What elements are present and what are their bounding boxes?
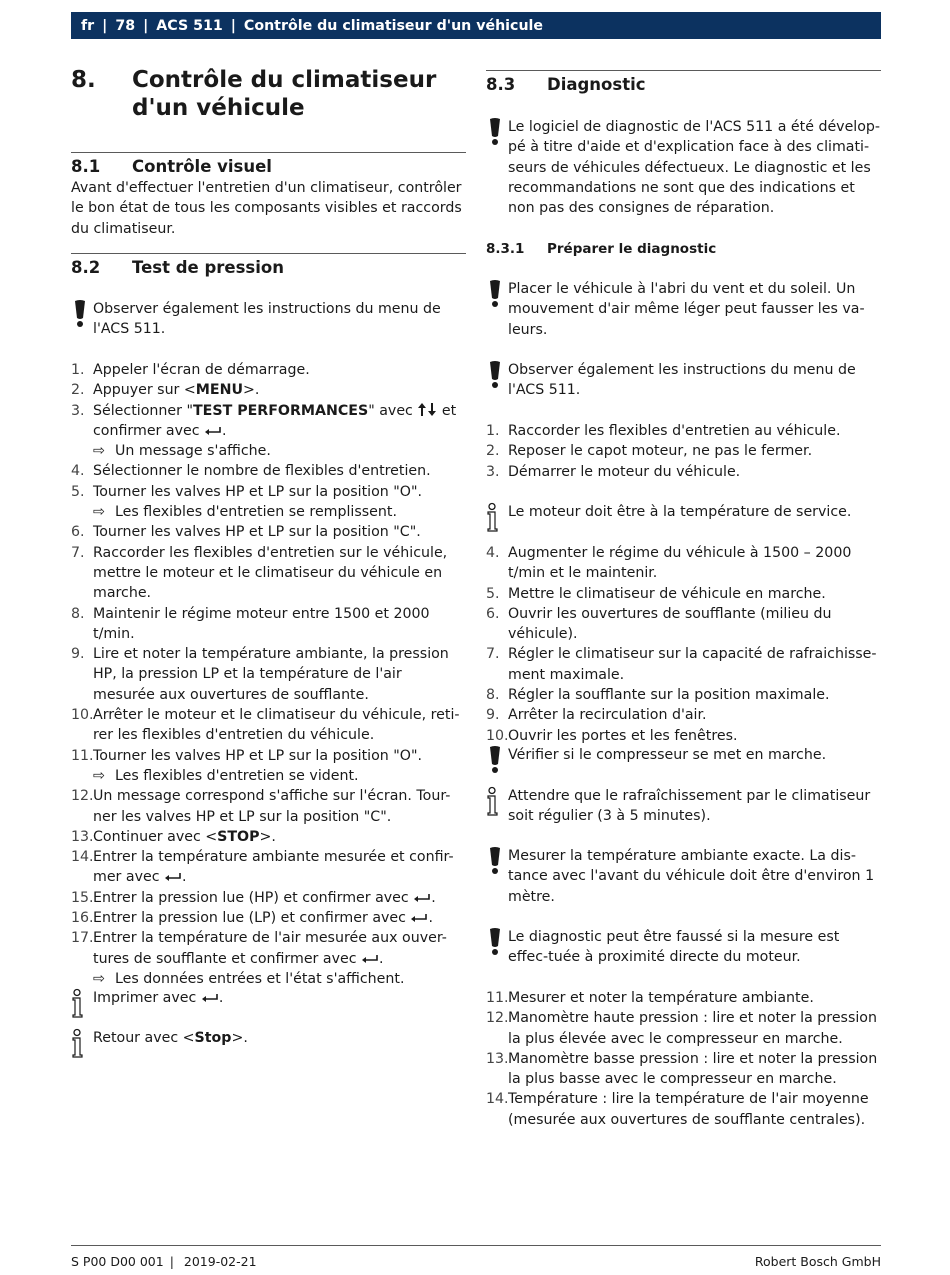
section-8-1-body: Avant d'effectuer l'entretien d'un climatiseur, contrôler le bon état de tous les composants visibles et raccords du climatiseur. <box>71 180 462 237</box>
step-text: Un message correspond s'affiche sur l'écran. Tour-ner les valves HP et LP sur la position "C". <box>93 788 451 825</box>
test-pressure-steps <box>71 360 466 989</box>
list-item <box>71 461 466 481</box>
section-number: 8.1 <box>71 157 101 176</box>
list-item <box>486 604 881 645</box>
section-divider <box>71 152 466 153</box>
step-text-part: . <box>379 950 384 967</box>
step-number: 4. <box>71 463 85 480</box>
warning-exclamation-icon <box>486 117 504 147</box>
step-text: Mesurer et noter la température ambiante. <box>508 990 814 1006</box>
result-arrow-icon: ⇨ <box>93 504 105 521</box>
step-text: Mettre le climatiseur de véhicule en marche. <box>508 585 826 602</box>
step-number: 5. <box>486 585 500 602</box>
list-item <box>71 827 466 847</box>
step-number: 10. <box>71 707 94 724</box>
step-text: Sélectionner le nombre de flexibles d'entretien. <box>93 463 431 480</box>
section-heading-8-3 <box>486 75 881 95</box>
step-number: 14. <box>71 849 94 866</box>
step-text: Entrer la température ambiante mesurée et confir-mer avec <box>93 849 454 886</box>
warning-note <box>486 927 881 968</box>
header-page-number: 78 <box>115 17 136 34</box>
chapter-title-line1: Contrôle du climatiseur <box>132 67 437 93</box>
list-item <box>71 482 466 502</box>
chapter-number: 8. <box>71 67 96 93</box>
list-item <box>71 928 466 969</box>
step-number: 13. <box>71 828 94 845</box>
step-text: Entrer la température de l'air mesurée aux ouver-tures de soufflante et confirmer avec <box>93 930 447 967</box>
info-note <box>71 988 466 1008</box>
section-divider <box>486 70 881 71</box>
subsection-title: Préparer le diagnostic <box>547 241 717 257</box>
list-item <box>486 543 881 584</box>
list-item <box>486 1089 881 1130</box>
section-title: Contrôle visuel <box>132 157 272 176</box>
step-number: 8. <box>486 687 500 704</box>
result-arrow-icon: ⇨ <box>93 970 105 987</box>
info-text-part: >. <box>231 1030 248 1046</box>
section-heading-8-1 <box>71 157 466 177</box>
list-item <box>71 888 466 908</box>
diagnostic-steps-c <box>486 988 881 1130</box>
list-item <box>486 705 881 725</box>
step-number: 17. <box>71 930 94 947</box>
step-number: 5. <box>71 483 85 500</box>
step-result-text: Les données entrées et l'état s'affichent. <box>115 970 405 987</box>
list-item <box>486 441 881 461</box>
footer-date: 2019-02-21 <box>183 1254 257 1269</box>
list-item <box>71 786 466 827</box>
info-text <box>93 1028 466 1048</box>
step-text-part: >. <box>243 382 260 399</box>
step-result <box>71 441 466 461</box>
step-text: Manomètre haute pression : lire et noter la pression la plus élevée avec le compresseur en marche. <box>508 1010 877 1047</box>
chapter-title-text <box>132 66 436 122</box>
step-text: Température : lire la température de l'air moyenne (mesurée aux ouvertures de soufflante centrales). <box>508 1091 869 1128</box>
list-item <box>486 685 881 705</box>
list-item <box>486 988 881 1008</box>
step-number: 3. <box>486 463 500 480</box>
info-icon <box>71 988 89 1018</box>
step-text: Entrer la pression lue (LP) et confirmer avec <box>93 910 411 927</box>
step-number: 16. <box>71 910 94 927</box>
key-label: Stop <box>194 1030 232 1046</box>
step-text-part: " avec <box>368 402 418 419</box>
list-item <box>486 421 881 441</box>
section-title: Diagnostic <box>547 75 646 94</box>
key-label: STOP <box>217 828 260 845</box>
step-number: 1. <box>71 362 85 378</box>
chapter-title <box>71 66 466 122</box>
footer-company: Robert Bosch GmbH <box>754 1254 881 1269</box>
arrow-up-icon <box>417 402 427 417</box>
warning-text: Observer également les instructions du menu de l'ACS 511. <box>508 362 856 399</box>
step-text: Arrêter la recirculation d'air. <box>508 707 707 724</box>
step-number: 2. <box>486 443 500 460</box>
section-heading-8-2 <box>71 258 466 278</box>
step-number: 6. <box>71 524 85 541</box>
step-text: Tourner les valves HP et LP sur la position "O". <box>93 747 423 764</box>
step-number: 11. <box>71 747 94 764</box>
list-item <box>71 847 466 888</box>
step-text-part: Continuer avec < <box>93 828 218 845</box>
step-number: 12. <box>486 1010 509 1027</box>
warning-note <box>486 846 881 907</box>
info-note <box>486 786 881 827</box>
header-product: ACS 511 <box>156 17 223 34</box>
step-number: 11. <box>486 990 509 1006</box>
step-result <box>71 969 466 989</box>
step-result <box>71 502 466 522</box>
warning-note <box>71 299 466 340</box>
enter-icon <box>413 893 431 903</box>
chapter-title-line2: d'un véhicule <box>132 95 305 121</box>
step-number: 6. <box>486 605 500 622</box>
list-item <box>71 543 466 604</box>
subsection-heading-8-3-1 <box>486 239 881 259</box>
warning-text: Vérifier si le compresseur se met en marche. <box>508 747 827 763</box>
enter-icon <box>164 872 182 882</box>
step-text: Arrêter le moteur et le climatiseur du véhicule, reti-rer les flexibles d'entretien du véhicule. <box>93 707 460 744</box>
step-text: Raccorder les flexibles d'entretien sur le véhicule, mettre le moteur et le climatiseur du véhicule en marche. <box>93 544 448 602</box>
info-text-part: Imprimer avec <box>93 990 201 1006</box>
list-item <box>486 726 881 746</box>
step-number: 4. <box>486 545 500 561</box>
result-arrow-icon: ⇨ <box>93 443 105 460</box>
step-number: 9. <box>486 707 500 724</box>
list-item <box>71 360 466 380</box>
warning-note <box>486 279 881 340</box>
section-title: Test de pression <box>132 258 284 277</box>
info-text-part: Retour avec < <box>93 1030 195 1046</box>
step-number: 2. <box>71 382 85 399</box>
list-item <box>71 522 466 542</box>
step-text-part: et confirmer avec <box>93 402 457 439</box>
step-number: 14. <box>486 1091 509 1108</box>
warning-exclamation-icon <box>71 299 89 329</box>
arrow-down-icon <box>427 402 437 417</box>
step-text-part: . <box>428 910 433 927</box>
header-separator: | <box>230 17 236 34</box>
warning-note <box>486 360 881 401</box>
step-number: 15. <box>71 889 94 906</box>
warning-note <box>486 117 881 218</box>
info-text: Attendre que le rafraîchissement par le climatiseur soit régulier (3 à 5 minutes). <box>508 788 871 825</box>
section-divider <box>71 253 466 254</box>
enter-icon <box>410 913 428 923</box>
info-text: Imprimer avec . <box>93 990 224 1006</box>
step-text: Lire et noter la température ambiante, la pression HP, la pression LP et la température de l'air mesurée aux ouvertures de soufflante. <box>93 646 449 703</box>
step-number: 7. <box>71 544 85 561</box>
diagnostic-steps-a <box>486 421 881 482</box>
info-note <box>486 502 881 522</box>
list-item <box>71 705 466 746</box>
section-number: 8.3 <box>486 75 516 94</box>
list-item <box>71 604 466 645</box>
step-number: 8. <box>71 605 85 622</box>
warning-text: Le diagnostic peut être faussé si la mesure est effec-tuée à proximité directe du moteur. <box>508 929 840 966</box>
step-text-part: >. <box>259 828 276 845</box>
page-header <box>71 12 881 39</box>
warning-note <box>486 745 881 765</box>
step-result-text: Les flexibles d'entretien se vident. <box>115 767 359 784</box>
enter-icon <box>361 954 379 964</box>
warning-text: Placer le véhicule à l'abri du vent et du soleil. Un mouvement d'air même léger peut fausser les va-leurs. <box>508 281 865 338</box>
diagnostic-steps-b <box>486 543 881 746</box>
step-text: Reposer le capot moteur, ne pas le fermer. <box>508 443 813 460</box>
header-separator: | <box>143 17 149 34</box>
warning-text: Le logiciel de diagnostic de l'ACS 511 a été dévelop-pé à titre d'aide et d'explication face à des climati-seurs de véhicules défectueux. Le diagnostic et les recommandations ne sont que des indications et non pas des consignes de réparation. <box>508 119 881 217</box>
step-number: 1. <box>486 423 500 439</box>
step-text-part: . <box>431 889 436 906</box>
step-text: Tourner les valves HP et LP sur la position "C". <box>93 524 421 541</box>
info-note <box>71 1028 466 1048</box>
header-separator: | <box>102 17 108 34</box>
header-lang: fr <box>81 17 95 34</box>
step-result <box>71 766 466 786</box>
step-text: Démarrer le moteur du véhicule. <box>508 463 741 480</box>
step-text: Appeler l'écran de démarrage. <box>93 362 310 378</box>
step-text-part: . <box>182 869 187 886</box>
list-item <box>486 1049 881 1090</box>
step-result-text: Les flexibles d'entretien se remplissent. <box>115 504 397 521</box>
header-title: Contrôle du climatiseur d'un véhicule <box>243 17 544 34</box>
subsection-number: 8.3.1 <box>486 241 525 257</box>
footer-doc-id: S P00 D00 001 <box>71 1254 164 1269</box>
step-number: 7. <box>486 646 500 663</box>
warning-text: Mesurer la température ambiante exacte. La dis-tance avec l'avant du véhicule doit être d'environ 1 mètre. <box>508 848 875 905</box>
step-text: Augmenter le régime du véhicule à 1500 – 2000 t/min et le maintenir. <box>508 545 852 582</box>
step-text-part: Sélectionner " <box>93 402 193 419</box>
footer-left <box>71 1254 257 1270</box>
step-text: Tourner les valves HP et LP sur la position "O". <box>93 483 423 500</box>
list-item <box>71 380 466 400</box>
step-text: Régler le climatiseur sur la capacité de rafraichisse-ment maximale. <box>508 646 877 683</box>
info-icon <box>486 502 504 532</box>
step-number: 13. <box>486 1050 509 1067</box>
step-text-part: Appuyer sur < <box>93 382 196 399</box>
step-number: 10. <box>486 727 509 744</box>
list-item <box>486 644 881 685</box>
step-number: 12. <box>71 788 94 805</box>
enter-icon <box>204 426 222 436</box>
step-text: Entrer la pression lue (HP) et confirmer avec <box>93 889 414 906</box>
list-item <box>71 401 466 442</box>
footer-divider <box>71 1245 881 1246</box>
list-item <box>71 746 466 766</box>
warning-exclamation-icon <box>486 745 504 775</box>
footer-separator: | <box>169 1254 174 1269</box>
step-number: 3. <box>71 402 85 419</box>
enter-icon <box>201 993 219 1003</box>
warning-exclamation-icon <box>486 927 504 957</box>
step-result-text: Un message s'affiche. <box>115 443 271 460</box>
step-text: Maintenir le régime moteur entre 1500 et 2000 t/min. <box>93 605 430 642</box>
list-item <box>486 1008 881 1049</box>
list-item <box>71 644 466 705</box>
step-text-part: . <box>222 422 227 439</box>
step-text: Raccorder les flexibles d'entretien au véhicule. <box>508 423 841 439</box>
warning-exclamation-icon <box>486 279 504 309</box>
step-text: Régler la soufflante sur la position maximale. <box>508 687 830 704</box>
info-icon <box>486 786 504 816</box>
warning-exclamation-icon <box>486 846 504 876</box>
warning-exclamation-icon <box>486 360 504 390</box>
info-icon <box>71 1028 89 1058</box>
key-label: MENU <box>195 382 244 399</box>
key-label: TEST PERFORMANCES <box>192 402 369 419</box>
list-item <box>71 908 466 928</box>
step-text: Manomètre basse pression : lire et noter la pression la plus basse avec le compresseur en marche. <box>508 1050 878 1088</box>
info-text: Le moteur doit être à la température de service. <box>508 504 852 520</box>
list-item <box>486 462 881 482</box>
step-number: 9. <box>71 646 85 663</box>
step-text: Ouvrir les portes et les fenêtres. <box>508 727 738 744</box>
step-text: Ouvrir les ouvertures de soufflante (milieu du véhicule). <box>508 605 832 643</box>
result-arrow-icon: ⇨ <box>93 767 105 784</box>
warning-text: Observer également les instructions du menu de l'ACS 511. <box>93 301 441 338</box>
section-number: 8.2 <box>71 258 101 277</box>
list-item <box>486 584 881 604</box>
